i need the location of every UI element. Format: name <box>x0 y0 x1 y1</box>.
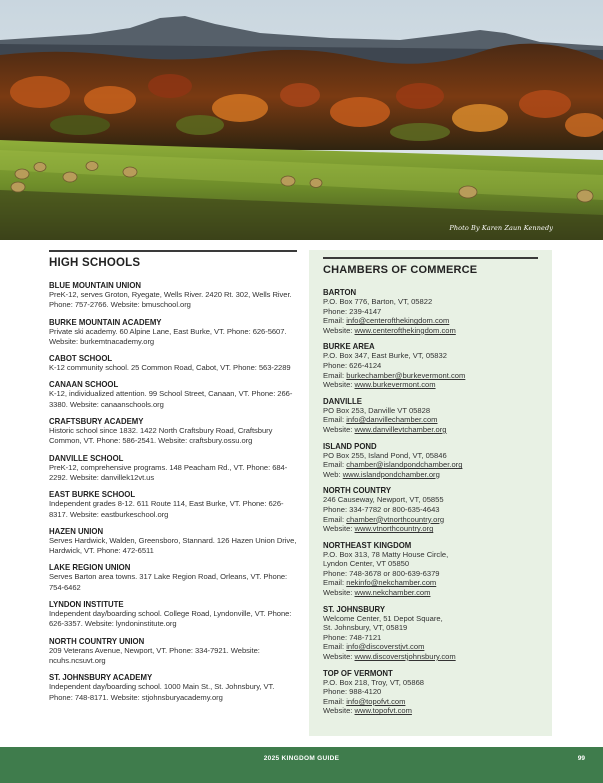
chamber-entry <box>323 287 538 335</box>
chamber-info-line: Phone: 988-4120 <box>323 687 382 697</box>
chamber-name: ST. JOHNSBURY <box>323 603 386 614</box>
chamber-website-line <box>323 652 538 662</box>
chamber-line-label: Email: <box>323 370 347 380</box>
chamber-info-line: Phone: 626-4124 <box>323 360 382 370</box>
chambers-list <box>323 287 538 716</box>
school-entry <box>49 562 297 593</box>
chamber-info-line: St. Johnsbury, VT, 05819 <box>323 623 408 633</box>
school-description: K-12, individualized attention. 99 School Street, Canaan, VT. Phone: 266-3380. Website: canaanschools.org <box>49 389 293 409</box>
high-schools-title: HIGH SCHOOLS <box>49 257 141 269</box>
chamber-website-line <box>323 380 538 390</box>
chamber-info-line: Welcome Center, 51 Depot Square, <box>323 613 443 623</box>
school-name: CANAAN SCHOOL <box>49 379 119 390</box>
chamber-website-line <box>323 425 538 435</box>
school-description: Serves Barton area towns. 317 Lake Region Road, Orleans, VT. Phone: 754-6462 <box>49 572 288 592</box>
school-description: Historic school since 1832. 1422 North Craftsbury Road, Craftsbury Common, VT. Phone: 586-2541. Website: craftsbury.ossu.org <box>49 426 273 446</box>
chamber-website-line <box>323 470 538 480</box>
chamber-name: TOP OF VERMONT <box>323 667 393 678</box>
chamber-name: DANVILLE <box>323 395 362 406</box>
email-link[interactable]: info@discoverstjvt.com <box>346 642 425 652</box>
chamber-line-label: Web: <box>323 469 343 479</box>
school-description: 209 Veterans Avenue, Newport, VT. Phone: 334-7921. Website: ncuhs.ncsuvt.org <box>49 645 260 665</box>
website-link[interactable]: www.islandpondchamber.org <box>342 469 440 479</box>
email-link[interactable]: chamber@islandpondchamber.org <box>346 460 463 470</box>
chamber-name: ISLAND POND <box>323 440 377 451</box>
hero-photo <box>0 0 603 240</box>
chamber-line-label: Email: <box>323 514 347 524</box>
email-link[interactable]: info@topofvt.com <box>346 696 406 706</box>
chambers-panel <box>309 250 552 736</box>
school-description: PreK-12, serves Groton, Ryegate, Wells River. 2420 Rt. 302, Wells River. Phone: 757-2766. Website: bmuschool.org <box>49 290 292 310</box>
school-name: CABOT SCHOOL <box>49 353 113 364</box>
school-entry <box>49 526 297 557</box>
school-entry <box>49 280 297 311</box>
chamber-line-label: Website: <box>323 588 355 598</box>
website-link[interactable]: www.centerofthekingdom.com <box>354 325 456 335</box>
school-name: ST. JOHNSBURY ACADEMY <box>49 672 153 683</box>
school-entry <box>49 416 297 447</box>
email-link[interactable]: chamber@vtnorthcountry.org <box>346 514 445 524</box>
chamber-entry <box>323 341 538 389</box>
high-schools-list <box>49 280 297 703</box>
email-link[interactable]: info@centerofthekingdom.com <box>346 316 450 326</box>
school-entry <box>49 672 297 703</box>
chamber-email-line <box>323 515 538 525</box>
chamber-line-label: Email: <box>323 578 347 588</box>
website-link[interactable]: www.danvillevtchamber.org <box>354 424 447 434</box>
school-description: Serves Hardwick, Walden, Greensboro, Stannard. 126 Hazen Union Drive, Hardwick, VT. Phone: 472-6511 <box>49 535 297 556</box>
chamber-name: NORTH COUNTRY <box>323 485 392 496</box>
school-name: DANVILLE SCHOOL <box>49 452 124 463</box>
chamber-line-label: Email: <box>323 316 347 326</box>
chamber-line-label: Email: <box>323 642 347 652</box>
chamber-info-line: Phone: 748-7121 <box>323 632 382 642</box>
school-description: Private ski academy. 60 Alpine Lane, East Burke, VT. Phone: 626-5607. Website: burkemtnacademy.org <box>49 326 287 346</box>
chamber-email-line <box>323 697 538 707</box>
section-rule <box>49 250 297 252</box>
chamber-email-line <box>323 316 538 326</box>
school-entry <box>49 489 297 520</box>
chamber-entry <box>323 668 538 716</box>
chamber-entry <box>323 540 538 598</box>
chamber-info-line: Phone: 748-3678 or 800-639-6379 <box>323 568 440 578</box>
chamber-info-line: PO Box 255, Island Pond, VT, 05846 <box>323 450 447 460</box>
website-link[interactable]: www.topofvt.com <box>354 706 412 716</box>
chamber-info-line: Phone: 239-4147 <box>323 306 382 316</box>
footer-title: 2025 KINGDOM GUIDE <box>263 755 340 762</box>
school-description: Independent day/boarding school. 1000 Main St., St. Johnsbury, VT. Phone: 748-8171. Website: stjohnsburyacademy.org <box>49 682 275 702</box>
chamber-email-line <box>323 642 538 652</box>
chamber-website-line <box>323 706 538 716</box>
chamber-website-line <box>323 524 538 534</box>
school-description: Independent grades 8-12. 611 Route 114, East Burke, VT. Phone: 626-8317. Website: eastburkeschool.org <box>49 499 284 519</box>
chambers-title: CHAMBERS OF COMMERCE <box>323 264 478 276</box>
school-entry <box>49 453 297 484</box>
chamber-line-label: Website: <box>323 380 355 390</box>
chamber-line-label: Website: <box>323 652 355 662</box>
website-link[interactable]: www.burkevermont.com <box>354 380 436 390</box>
chamber-info-line: Lyndon Center, VT 05850 <box>323 559 410 569</box>
chamber-line-label: Website: <box>323 706 355 716</box>
chamber-entry <box>323 485 538 533</box>
chamber-info-line: P.O. Box 776, Barton, VT, 05822 <box>323 297 433 306</box>
chamber-line-label: Website: <box>323 424 355 434</box>
website-link[interactable]: www.nekchamber.com <box>354 588 431 598</box>
school-name: CRAFTSBURY ACADEMY <box>49 416 144 427</box>
section-rule <box>323 257 538 259</box>
chamber-info-line: P.O. Box 347, East Burke, VT, 05832 <box>323 351 447 361</box>
school-name: LYNDON INSTITUTE <box>49 599 124 610</box>
landscape-photo <box>0 0 603 240</box>
email-link[interactable]: burkechamber@burkevermont.com <box>346 370 466 380</box>
school-entry <box>49 379 297 410</box>
school-entry <box>49 599 297 630</box>
school-name: HAZEN UNION <box>49 525 104 536</box>
chamber-email-line <box>323 460 538 470</box>
chamber-line-label: Email: <box>323 460 347 470</box>
school-name: EAST BURKE SCHOOL <box>49 489 136 500</box>
chamber-line-label: Website: <box>323 524 355 534</box>
page-number: 99 <box>577 755 585 762</box>
chamber-entry <box>323 396 538 435</box>
school-entry <box>49 353 297 373</box>
chamber-email-line <box>323 371 538 381</box>
school-name: NORTH COUNTRY UNION <box>49 635 145 646</box>
school-description: Independent day/boarding school. College Road, Lyndonville, VT. Phone: 626-3357. Website: lyndoninstitute.org <box>49 609 292 629</box>
school-description: PreK-12, comprehensive programs. 148 Peacham Rd., VT. Phone: 684-2292. Website: danvillek12vt.us <box>49 462 288 482</box>
chamber-info-line: 246 Causeway, Newport, VT, 05855 <box>323 495 444 505</box>
chamber-line-label: Email: <box>323 696 347 706</box>
chamber-info-line: P.O. Box 218, Troy, VT, 05868 <box>323 677 425 687</box>
chamber-email-line <box>323 578 538 588</box>
school-entry <box>49 636 297 667</box>
chamber-info-line: Phone: 334-7782 or 800-635-4643 <box>323 504 440 514</box>
chamber-name: NORTHEAST KINGDOM <box>323 539 412 550</box>
chamber-line-label: Email: <box>323 415 347 425</box>
photo-credit: Photo By Karen Zaun Kennedy <box>449 224 553 232</box>
high-schools-section <box>49 250 297 709</box>
chamber-line-label: Website: <box>323 325 355 335</box>
chamber-email-line <box>323 415 538 425</box>
chamber-entry <box>323 604 538 662</box>
chamber-name: BARTON <box>323 287 357 297</box>
chamber-website-line <box>323 326 538 336</box>
chamber-website-line <box>323 588 538 598</box>
email-link[interactable]: nekinfo@nekchamber.com <box>346 578 437 588</box>
school-name: BURKE MOUNTAIN ACADEMY <box>49 316 162 327</box>
website-link[interactable]: www.vtnorthcountry.org <box>354 524 434 534</box>
chamber-info-line: P.O. Box 313, 78 Matty House Circle, <box>323 549 449 559</box>
chamber-entry <box>323 441 538 480</box>
school-entry <box>49 317 297 348</box>
school-description: K-12 community school. 25 Common Road, Cabot, VT. Phone: 563-2289 <box>49 363 291 373</box>
school-name: BLUE MOUNTAIN UNION <box>49 280 142 290</box>
website-link[interactable]: www.discoverstjohnsbury.com <box>354 652 456 662</box>
chamber-name: BURKE AREA <box>323 341 375 352</box>
chamber-info-line: PO Box 253, Danville VT 05828 <box>323 405 431 415</box>
school-name: LAKE REGION UNION <box>49 562 131 573</box>
footer-bar <box>0 747 603 783</box>
email-link[interactable]: info@danvillechamber.com <box>346 415 438 425</box>
